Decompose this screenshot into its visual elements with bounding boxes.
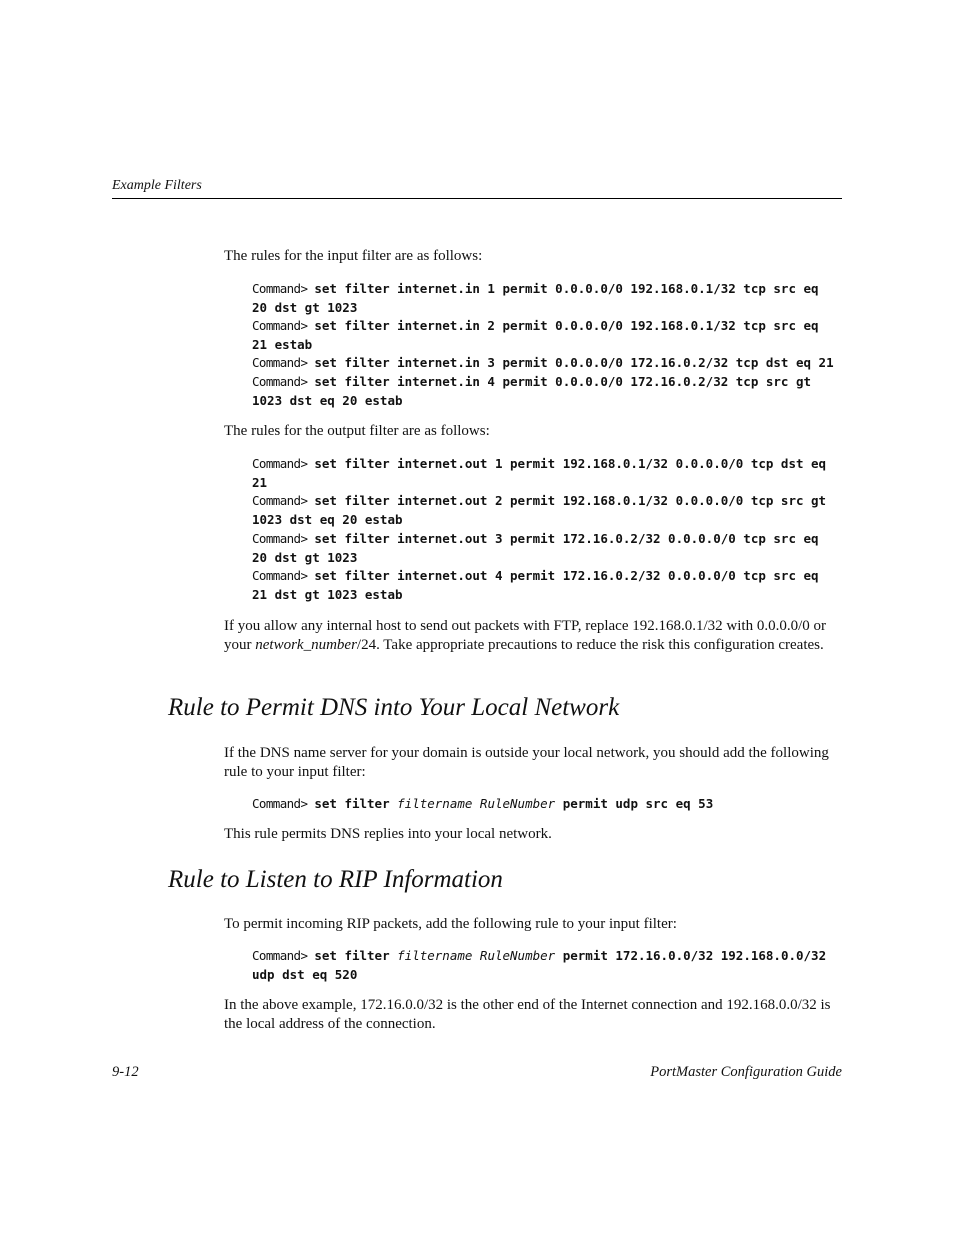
command-text: set filter internet.in 4 permit 0.0.0.0/0 172.16.0.2/32 tcp src gt 1023 dst eq 20 estab <box>252 374 812 408</box>
input-command-3 <box>252 354 852 373</box>
dns-section-heading: Rule to Permit DNS into Your Local Network <box>168 694 620 721</box>
input-filter-intro: The rules for the input filter are as follows: <box>224 248 483 264</box>
command-args: permit 172.16.0.0/32 192.168.0.0/32 udp dst eq 520 <box>252 948 827 982</box>
command-prompt: Command> <box>252 493 315 508</box>
page-number: 9-12 <box>112 1064 139 1080</box>
command-prompt: Command> <box>252 318 315 333</box>
rip-command <box>252 947 852 985</box>
output-command-2 <box>252 492 852 530</box>
rip-section-heading: Rule to Listen to RIP Information <box>168 866 503 893</box>
command-text: set filter internet.in 2 permit 0.0.0.0/0 192.168.0.1/32 tcp src eq 21 estab <box>252 318 819 352</box>
command-keyword: set filter <box>314 796 398 811</box>
running-head: Example Filters <box>112 178 202 193</box>
command-text: set filter internet.in 3 permit 0.0.0.0/0 172.16.0.2/32 tcp dst eq 21 <box>314 355 834 370</box>
dns-command <box>252 795 852 814</box>
command-prompt: Command> <box>252 568 315 583</box>
output-filter-intro: The rules for the output filter are as follows: <box>224 423 490 439</box>
command-args: permit udp src eq 53 <box>555 796 714 811</box>
rip-intro: To permit incoming RIP packets, add the following rule to your input filter: <box>224 916 677 932</box>
command-placeholder: filtername RuleNumber <box>397 948 556 963</box>
command-prompt: Command> <box>252 796 315 811</box>
header-rule <box>112 198 842 199</box>
input-command-4 <box>252 373 852 411</box>
book-title: PortMaster Configuration Guide <box>650 1064 842 1080</box>
ftp-note-text: If you allow any internal host to send out packets with FTP, replace 192.168.0.1/32 with 0.0.0.0/0 or your <box>224 618 826 653</box>
command-placeholder: filtername RuleNumber <box>397 796 556 811</box>
output-command-3 <box>252 530 852 568</box>
dns-intro: If the DNS name server for your domain is outside your local network, you should add the following rule to your input filter: <box>224 745 829 780</box>
output-command-1 <box>252 455 852 493</box>
rip-outro: In the above example, 172.16.0.0/32 is the other end of the Internet connection and 192.168.0.0/32 is the local address of the connection. <box>224 997 831 1032</box>
ftp-note-variable: network_number <box>255 636 357 653</box>
command-keyword: set filter <box>314 948 398 963</box>
command-prompt: Command> <box>252 281 315 296</box>
ftp-note-text-end: /24. Take appropriate precautions to reduce the risk this configuration creates. <box>356 636 824 653</box>
command-text: set filter internet.out 1 permit 192.168.0.1/32 0.0.0.0/0 tcp dst eq 21 <box>252 456 827 490</box>
ftp-note <box>224 617 842 654</box>
command-prompt: Command> <box>252 374 315 389</box>
command-text: set filter internet.in 1 permit 0.0.0.0/0 192.168.0.1/32 tcp src eq 20 dst gt 1023 <box>252 281 819 315</box>
command-text: set filter internet.out 2 permit 192.168.0.1/32 0.0.0.0/0 tcp src gt 1023 dst eq 20 estab <box>252 493 827 527</box>
dns-outro: This rule permits DNS replies into your local network. <box>224 826 552 842</box>
output-command-4 <box>252 567 852 605</box>
input-command-1 <box>252 280 852 318</box>
command-text: set filter internet.out 4 permit 172.16.0.2/32 0.0.0.0/0 tcp src eq 21 dst gt 1023 estab <box>252 568 819 602</box>
command-prompt: Command> <box>252 456 315 471</box>
command-text: set filter internet.out 3 permit 172.16.0.2/32 0.0.0.0/0 tcp src eq 20 dst gt 1023 <box>252 531 819 565</box>
command-prompt: Command> <box>252 948 315 963</box>
command-prompt: Command> <box>252 531 315 546</box>
command-prompt: Command> <box>252 355 315 370</box>
input-command-2 <box>252 317 852 355</box>
